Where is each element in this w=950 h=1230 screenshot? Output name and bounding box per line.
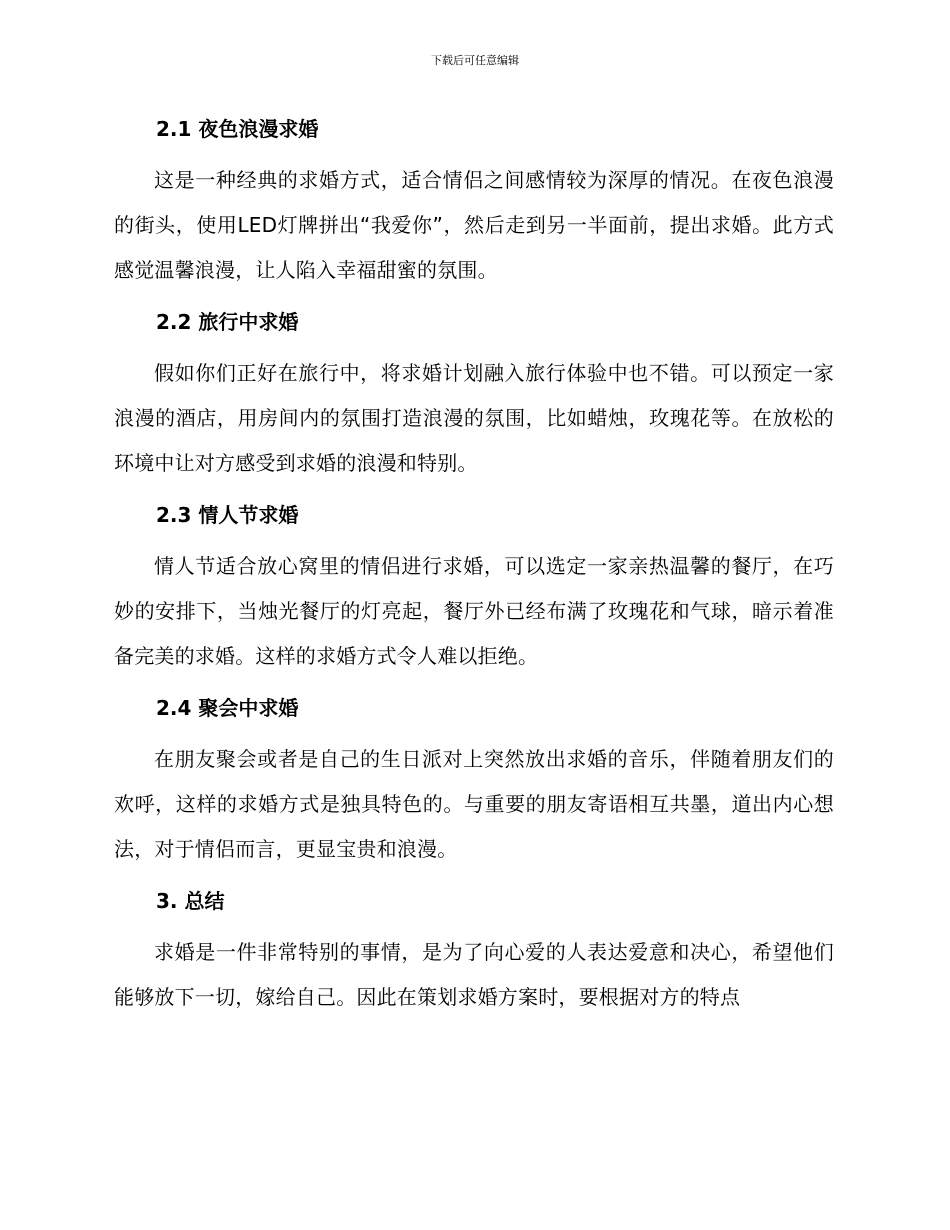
section-title: 3. 总结 <box>156 889 225 913</box>
section-title: 2.4 聚会中求婚 <box>156 696 299 720</box>
section-2-1 <box>114 108 834 293</box>
section-3-summary <box>114 880 834 1020</box>
section-2-4 <box>114 687 834 872</box>
section-title: 2.2 旅行中求婚 <box>156 310 299 334</box>
section-paragraph: 情人节适合放心窝里的情侣进行求婚，可以选定一家亲热温馨的餐厅，在巧妙的安排下，当烛光餐厅的灯亮起，餐厅外已经布满了玫瑰花和气球，暗示着准备完美的求婚。这样的求婚方式令人难以拒绝。 <box>114 554 834 668</box>
section-2-2 <box>114 301 834 486</box>
section-title: 2.1 夜色浪漫求婚 <box>156 117 319 141</box>
header-note: 下载后可任意编辑 <box>431 54 519 67</box>
section-paragraph: 求婚是一件非常特别的事情，是为了向心爱的人表达爱意和决心，希望他们能够放下一切，嫁给自己。因此在策划求婚方案时，要根据对方的特点 <box>114 940 834 1009</box>
section-paragraph: 在朋友聚会或者是自己的生日派对上突然放出求婚的音乐，伴随着朋友们的欢呼，这样的求婚方式是独具特色的。与重要的朋友寄语相互共墨，道出内心想法，对于情侣而言，更显宝贵和浪漫。 <box>114 747 834 861</box>
section-paragraph: 这是一种经典的求婚方式，适合情侣之间感情较为深厚的情况。在夜色浪漫的街头，使用LED灯牌拼出“我爱你”，然后走到另一半面前，提出求婚。此方式感觉温馨浪漫，让人陷入幸福甜蜜的氛围。 <box>114 168 834 282</box>
section-paragraph: 假如你们正好在旅行中，将求婚计划融入旅行体验中也不错。可以预定一家浪漫的酒店，用房间内的氛围打造浪漫的氛围，比如蜡烛，玫瑰花等。在放松的环境中让对方感受到求婚的浪漫和特别。 <box>114 361 834 475</box>
section-title: 2.3 情人节求婚 <box>156 503 299 527</box>
document-content <box>114 108 834 1020</box>
section-2-3 <box>114 494 834 679</box>
